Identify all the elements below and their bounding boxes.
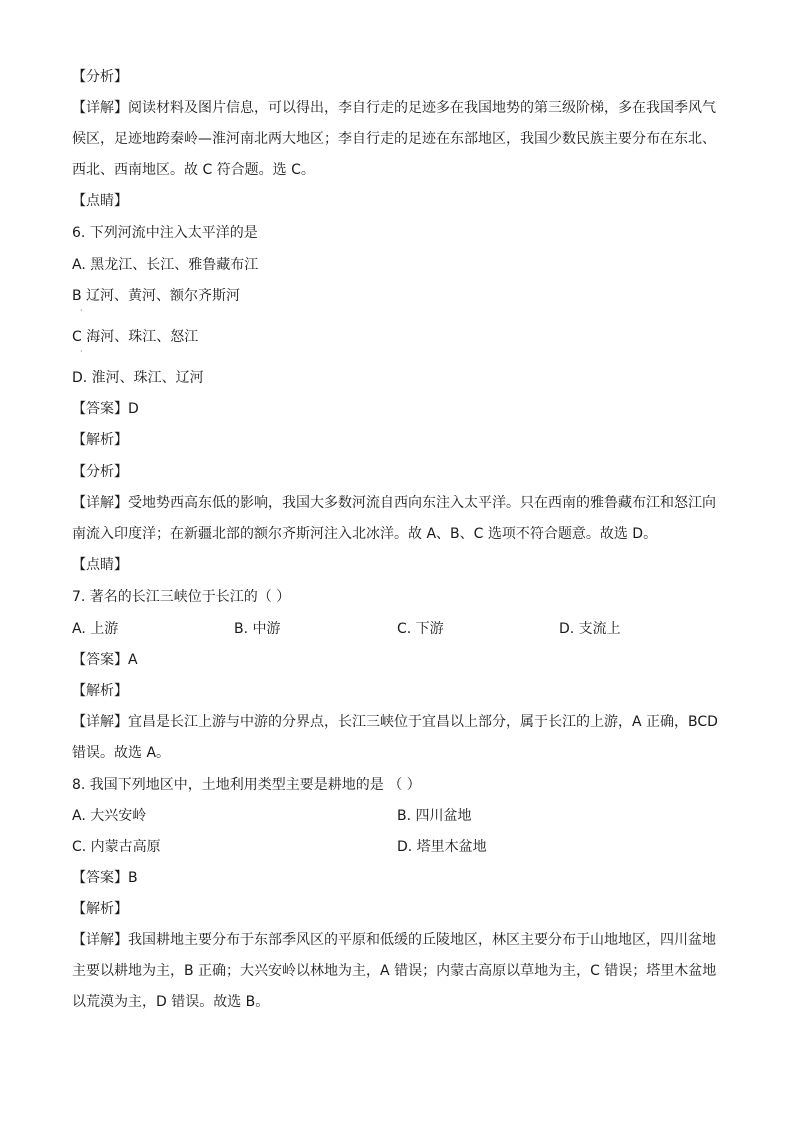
question-8-option-d: D. 塔里木盆地 xyxy=(397,839,487,855)
question-6-comment-label: 【点睛】 xyxy=(72,557,128,573)
question-8-answer: 【答案】B xyxy=(72,870,138,886)
bullet-dot: · xyxy=(80,306,83,315)
question-6-option-b: B 辽河、黄河、额尔齐斯河 xyxy=(72,288,241,304)
question-6-explanation: 【详解】受地势西高东低的影响，我国大多数河流自西向东注入太平洋。只在西南的雅鲁藏布江和怒江向南流入印度洋；在新疆北部的额尔齐斯河注入北冰洋。故 A、B、C 选项不符合题意。故选 D。 xyxy=(72,495,716,542)
explanation-paragraph: 【详解】阅读材料及图片信息，可以得出，李自行走的足迹多在我国地势的第三级阶梯，多在我国季风气候区，足迹地跨秦岭—淮河南北两大地区；李自行走的足迹在东部地区，我国少数民族主要分布在东北、西北、西南地区。故 C 符合题。选 C。 xyxy=(72,100,716,178)
question-7-explanation: 【详解】宜昌是长江上游与中游的分界点，长江三峡位于宜昌以上部分，属于长江的上游，A 正确，BCD 错误。故选 A。 xyxy=(72,714,718,761)
question-8-option-a: A. 大兴安岭 xyxy=(72,808,147,824)
question-7-option-a: A. 上游 xyxy=(72,621,119,637)
question-8-option-c: C. 内蒙古高原 xyxy=(72,839,161,855)
question-6-option-a: A. 黑龙江、长江、雅鲁藏布江 xyxy=(72,257,259,273)
question-6-fenxi-label: 【分析】 xyxy=(72,464,128,480)
question-8-analysis-label: 【解析】 xyxy=(72,901,128,917)
question-7-answer: 【答案】A xyxy=(72,652,138,668)
question-8-option-b: B. 四川盆地 xyxy=(397,808,472,824)
section-label-comment: 【点睛】 xyxy=(72,193,128,209)
question-8-explanation: 【详解】我国耕地主要分布于东部季风区的平原和低缓的丘陵地区，林区主要分布于山地地区，四川盆地主要以耕地为主，B 正确；大兴安岭以林地为主，A 错误；内蒙古高原以草地为主，C 错误；塔里木盆地以荒漠为主，D 错误。故选 B。 xyxy=(72,932,717,1010)
question-6-analysis-label: 【解析】 xyxy=(72,432,128,448)
question-8-stem: 8. 我国下列地区中，土地利用类型主要是耕地的是 （ ） xyxy=(72,777,421,793)
question-7-option-d: D. 支流上 xyxy=(559,621,621,637)
question-6-option-c: C 海河、珠江、怒江 xyxy=(72,329,199,345)
question-7-option-c: C. 下游 xyxy=(397,621,444,637)
section-label-analysis: 【分析】 xyxy=(72,69,128,85)
question-7-stem: 7. 著名的长江三峡位于长江的（ ） xyxy=(72,589,291,605)
question-7-analysis-label: 【解析】 xyxy=(72,683,128,699)
question-7-option-b: B. 中游 xyxy=(234,621,281,637)
question-6-answer: 【答案】D xyxy=(72,401,139,417)
bullet-dot: · xyxy=(80,347,83,356)
question-6-option-d: D. 淮河、珠江、辽河 xyxy=(72,370,204,386)
question-6-stem: 6. 下列河流中注入太平洋的是 xyxy=(72,225,258,241)
